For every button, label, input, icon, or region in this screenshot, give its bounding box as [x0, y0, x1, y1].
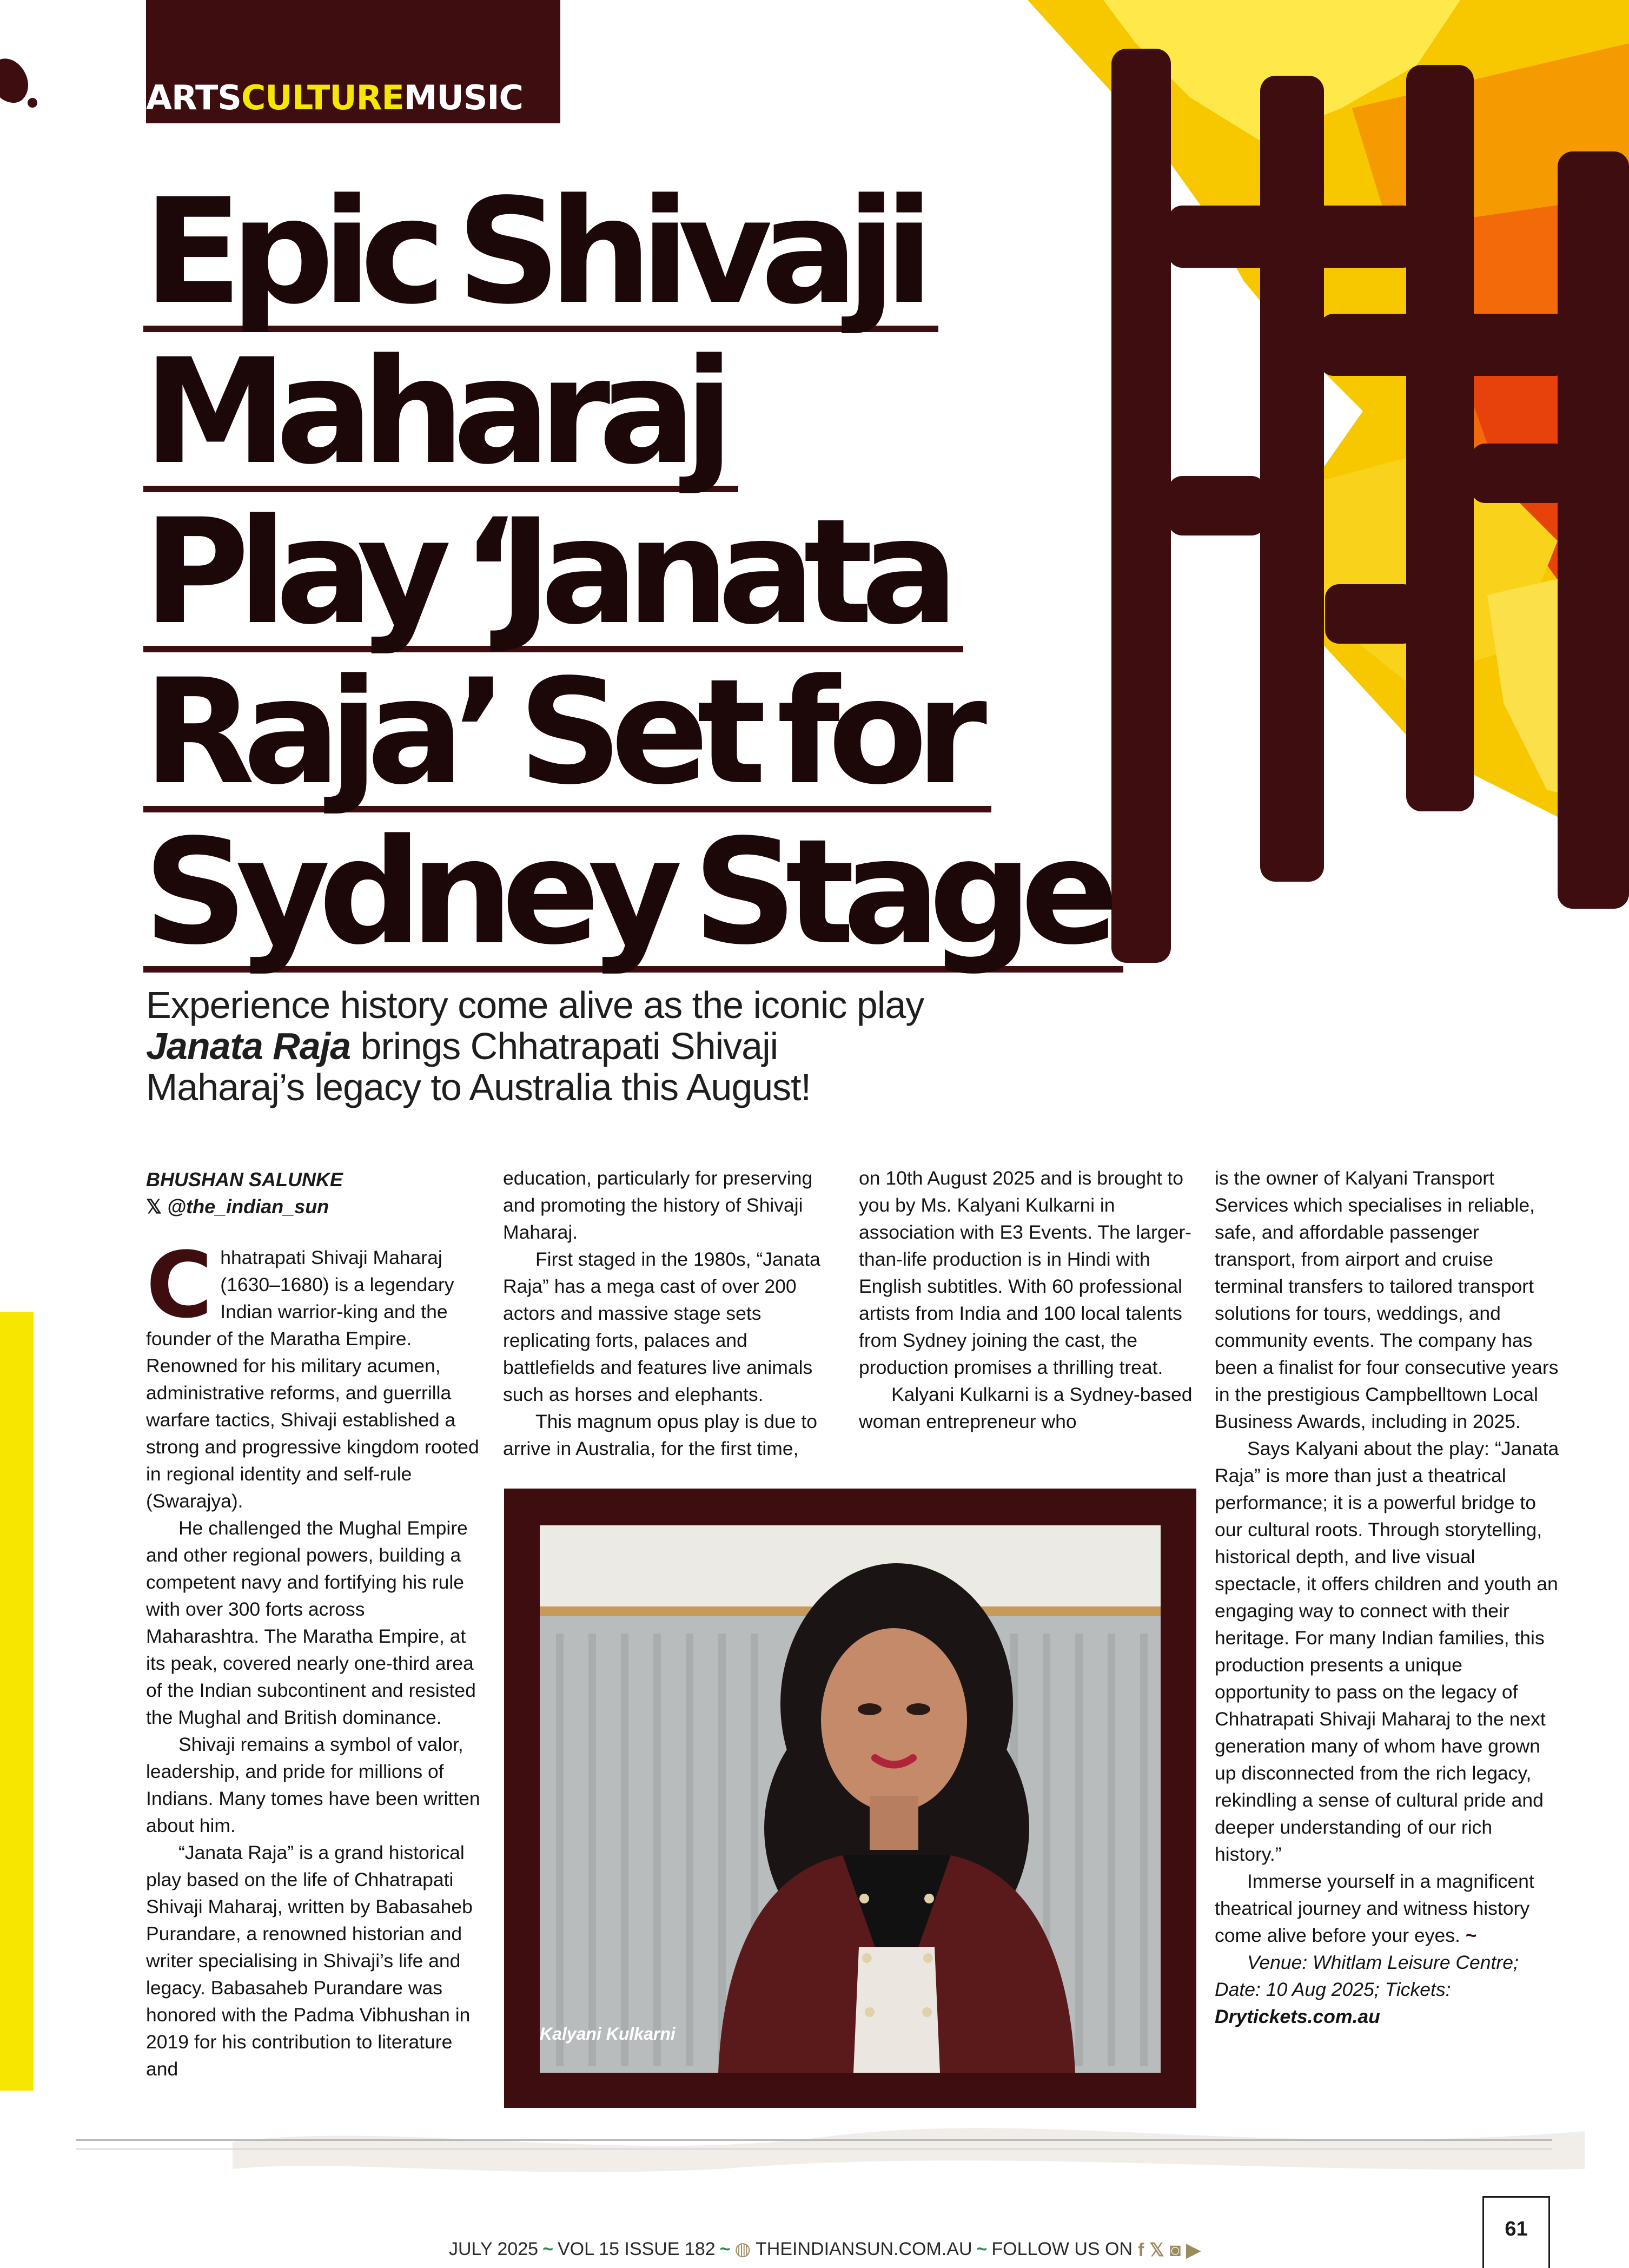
- paragraph: Kalyani Kulkarni is a Sydney-based woman entrepreneur who: [859, 1384, 1193, 1432]
- paragraph-text: Immerse yourself in a magnificent theatrical journey and witness history come alive before your eyes.: [1215, 1870, 1534, 1946]
- paragraph: [1215, 1868, 1561, 1949]
- paragraph: He challenged the Mughal Empire and other regional powers, building a competent navy and fortifying his rule with over 300 forts across Maharashtra. The Maratha Empire, at its peak, covered nearly one-third area of the Indian subcontinent and resisted the Mughal and British dominance.: [146, 1517, 476, 1728]
- tickets-link[interactable]: Drytickets.com.au: [1215, 2006, 1380, 2027]
- sun-separator-icon: ~: [719, 2239, 731, 2259]
- instagram-icon[interactable]: ◙: [1169, 2239, 1181, 2260]
- footer-site-link[interactable]: THEINDIANSUN.COM.AU: [756, 2239, 972, 2259]
- footer-issue: VOL 15 ISSUE 182: [557, 2239, 716, 2259]
- portrait-photo: [540, 1525, 1161, 2073]
- paragraph: education, particularly for preserving and promoting the history of Shivaji Maharaj.: [503, 1167, 813, 1243]
- decorative-grey-brush: [233, 2110, 1585, 2174]
- headline-line-4: Raja’ Set for: [143, 659, 991, 812]
- decorative-yellow-bar: [0, 1312, 34, 2091]
- paragraph: [146, 1232, 481, 1515]
- paragraph: Says Kalyani about the play: “Janata Raja” is more than just a theatrical performance; it is a powerful bridge to our cultural roots. Through storytelling, historical depth, and live visual spectacle, it offers children and youth an engaging way to connect with their heritage. For many Indian families, this production presents a unique opportunity to pass on the legacy of Chhatrapati Shivaji Maharaj to the next generation many of whom have grown up disconnected from the rich legacy, rekindling a sense of cultural pride and deeper understanding of our rich history.”: [1215, 1438, 1559, 1865]
- article-column-2: [503, 1165, 838, 1462]
- paragraph: “Janata Raja” is a grand historical play based on the life of Chhatrapati Shivaji Maharaj, written by Babasaheb Purandare, a renowned historian and writer specialising in Shivaji’s life and legacy. Babasaheb Purandare was honored with the Padma Vibhushan in 2019 for his contribution to literature and: [146, 1842, 473, 2080]
- paragraph: on 10th August 2025 and is brought to you by Ms. Kalyani Kulkarni in association with E3 Events. The larger-than-life production is in Hindi with English subtitles. With 60 professional artists from India and 100 local talents from Sydney joining the cast, the production promises a thrilling treat.: [859, 1167, 1191, 1378]
- sun-separator-icon: ~: [542, 2239, 553, 2259]
- headline-line-1: Epic Shivaji: [143, 178, 938, 332]
- x-icon[interactable]: 𝕏: [1149, 2240, 1164, 2261]
- footer-date: JULY 2025: [449, 2239, 539, 2259]
- tag-music: MUSIC: [403, 78, 523, 117]
- sun-separator-icon: ~: [976, 2239, 988, 2259]
- globe-icon: ◍: [734, 2239, 751, 2259]
- footer-follow: FOLLOW US ON: [991, 2239, 1133, 2259]
- youtube-icon[interactable]: ▶: [1186, 2240, 1201, 2261]
- byline: [146, 1166, 343, 1220]
- tag-culture: CULTURE: [241, 78, 404, 117]
- sun-logo-icon: ~: [1465, 1925, 1477, 1946]
- paragraph: This magnum opus play is due to arrive in Australia, for the first time,: [503, 1411, 817, 1459]
- standfirst-text-2: brings Chhatrapati Shivaji Maharaj’s legacy to Australia this August!: [146, 1025, 811, 1108]
- section-tag: [146, 78, 523, 120]
- x-logo-icon: 𝕏: [146, 1195, 162, 1218]
- page-number: 61: [1505, 2218, 1528, 2240]
- standfirst-emphasis: Janata Raja: [146, 1025, 351, 1067]
- tag-arts: ARTS: [146, 78, 241, 117]
- paragraph: First staged in the 1980s, “Janata Raja” has a mega cast of over 200 actors and massive stage sets replicating forts, palaces and battlefields and features live animals such as horses and elephants.: [503, 1248, 820, 1405]
- footer: [449, 2238, 1201, 2261]
- photo-caption: Kalyani Kulkarni: [540, 2024, 676, 2044]
- author-name: BHUSHAN SALUNKE: [146, 1168, 343, 1191]
- venue-details: Venue: Whitlam Leisure Centre; Date: 10 Aug 2025; Tickets:: [1215, 1952, 1519, 2000]
- author-handle[interactable]: @the_indian_sun: [167, 1195, 329, 1218]
- headline-line-3: Play ‘Janata: [143, 499, 963, 652]
- headline: [143, 168, 1279, 979]
- event-details: [1215, 1949, 1561, 2030]
- article-column-3: [859, 1165, 1194, 1435]
- headline-line-2: Maharaj: [143, 339, 738, 492]
- article-column-1: [146, 1232, 481, 2082]
- drop-cap: C: [146, 1232, 213, 1338]
- headline-line-5: Sydney Stage: [143, 819, 1123, 973]
- article-column-4: [1215, 1165, 1561, 2030]
- paragraph-text: hhatrapati Shivaji Maharaj (1630–1680) is a legendary Indian warrior-king and the founder of the Maratha Empire. Renowned for his military acumen, administrative reforms, and guerrilla warfare tactics, Shivaji established a strong and progressive kingdom rooted in regional identity and self-rule (Swarajya).: [146, 1247, 479, 1512]
- paragraph: Shivaji remains a symbol of valor, leadership, and pride for millions of Indians. Many tomes have been written about him.: [146, 1734, 480, 1836]
- footer-rule-secondary: [76, 2148, 1552, 2150]
- facebook-icon[interactable]: f: [1138, 2239, 1144, 2260]
- standfirst: [146, 984, 930, 1108]
- footer-rule: [76, 2139, 1552, 2141]
- standfirst-text-1: Experience history come alive as the iconic play: [146, 984, 924, 1026]
- paragraph: is the owner of Kalyani Transport Services which specialises in reliable, safe, and affordable passenger transport, from airport and cruise terminal transfers to tailored transport solutions for tours, weddings, and community events. The company has been a finalist for four consecutive years in the prestigious Campbelltown Local Business Awards, including in 2025.: [1215, 1167, 1559, 1432]
- author-handle-row: [146, 1193, 343, 1220]
